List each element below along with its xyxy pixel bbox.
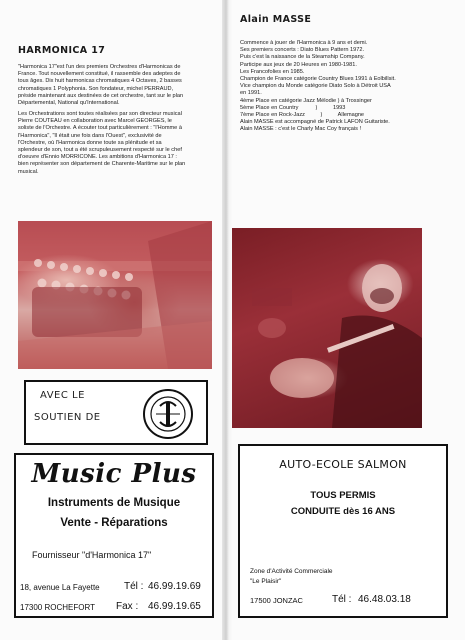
- text-line: splendeur de son, tout a été scrupuleusement respecté sur le chef: [18, 147, 182, 154]
- bio-line: Vice champion du Monde catégorie Diato Solo à Détroit USA: [240, 83, 391, 90]
- text-line: soliste de l'Orchestre. A écouter tout particulièrement : "l'Homme à: [18, 125, 182, 132]
- auto-ecole-zone-name: "Le Plaisir": [250, 578, 282, 585]
- text-line: l'Harmonica", "Il était une fois dans l'Ouest", exclusivité de: [18, 132, 162, 139]
- right-page: [232, 0, 465, 640]
- bio-line: Puis c'est la naissance de la Steamship Company.: [240, 54, 365, 61]
- harmonica-paragraph-2: [18, 111, 212, 176]
- text-line: d'oeuvre d'Ennio MORRICONE. Les ambitions d'Harmonica 17 :: [18, 154, 177, 161]
- bio-line: Participe aux jeux de 20 Heures en 1980-1981.: [240, 61, 357, 68]
- auto-ecole-zone: Zone d'Activité Commerciale: [250, 568, 333, 575]
- music-plus-address-2: 17300 ROCHEFORT: [20, 603, 95, 612]
- bio-line: 7ème Place en Rock-Jazz ) Allemagne: [240, 112, 365, 119]
- guitarist-photo-art: [232, 228, 422, 428]
- support-line-2: SOUTIEN DE: [34, 412, 101, 423]
- music-plus-line-2: Vente - Réparations: [60, 517, 168, 529]
- bio-line: Commence à jouer de l'Harmonica à 9 ans et demi.: [240, 40, 368, 46]
- text-line: chromatiques 1 Polyphonia. Son fondateur, michel PERRAUD,: [18, 85, 174, 92]
- auto-ecole-city: 17500 JONZAC: [250, 596, 303, 605]
- text-line: bien représenter son département de Charente-Maritime sur le plan: [18, 161, 186, 168]
- bio-line: Alain MASSE est accompagné de Patrick LAFON Guitariste.: [240, 119, 390, 126]
- auto-ecole-line-1: TOUS PERMIS: [310, 490, 376, 501]
- auto-ecole-line-2: CONDUITE dès 16 ANS: [290, 506, 396, 517]
- music-plus-fax-label: Fax :: [116, 601, 139, 612]
- orchestra-photo-art: [18, 221, 212, 369]
- bio-line: Champion de France catégorie Country Blues 1991 à Eolbillsit.: [240, 76, 396, 83]
- text-line: l'Orchestre, où l'Harmonica donne toute sa plénitude et sa: [18, 139, 162, 146]
- music-plus-ad: [14, 453, 214, 618]
- auto-ecole-phone: 46.48.03.18: [358, 594, 411, 605]
- music-plus-line-1: Instruments de Musique: [47, 497, 181, 509]
- bio-line: Ses premiers concerts : Diato Blues Pattern 1972.: [240, 47, 365, 54]
- text-line: Les Orchestrations sont toutes réalisées par son directeur musical: [18, 111, 182, 117]
- text-line: "Harmonica 17"est l'un des premiers Orchestres d'Harmonicas de: [18, 64, 181, 70]
- bio-line: 5ème Place en Country ) 1993: [240, 104, 346, 111]
- support-line-1: AVEC LE: [40, 390, 85, 401]
- alain-masse-title: Alain MASSE: [240, 14, 312, 25]
- bio-line: Alain MASSE : c'est le Charly Mac Coy français !: [240, 126, 362, 133]
- text-line: tous âges. Dix huit harmonicas chromatiques 4 Octaves, 2 basses: [18, 78, 182, 85]
- bio-line: 4ème Place en catégorie Jazz Mélodie ) à Trossinger: [240, 97, 372, 104]
- text-line: Pierre COUTEAU en collaboration avec Marcel GEORGES, le: [18, 118, 172, 125]
- auto-ecole-title: AUTO-ECOLE SALMON: [279, 458, 407, 471]
- text-line: préside maintenant aux destinées de cet orchestre, tant sur le plan: [18, 92, 184, 99]
- bio-line: en 1991.: [240, 90, 262, 97]
- music-plus-phone-label: Tél :: [124, 581, 144, 592]
- federation-seal-icon: [142, 388, 194, 440]
- music-plus-phone: 46.99.19.69: [148, 581, 201, 592]
- support-box: [24, 380, 208, 445]
- text-line: France. Tout nouvellement constitué, il rassemble des adeptes de: [18, 71, 181, 78]
- music-plus-address-1: 18, avenue La Fayette: [20, 583, 100, 592]
- alain-masse-bio: [240, 40, 450, 134]
- harmonica-title: HARMONICA 17: [18, 45, 106, 56]
- guitarist-photo: [232, 228, 422, 428]
- left-page: [0, 0, 222, 640]
- text-line: Départemental, National qu'International.: [18, 100, 120, 107]
- harmonica-paragraph-1: [18, 64, 212, 107]
- music-plus-brand: Music Plus: [31, 459, 197, 489]
- auto-ecole-ad: [238, 444, 448, 618]
- music-plus-supplier: Fournisseur "d'Harmonica 17": [32, 550, 152, 560]
- music-plus-fax: 46.99.19.65: [148, 601, 201, 612]
- page-spine: [222, 0, 232, 640]
- text-line: musical.: [18, 168, 39, 175]
- bio-line: Les Francofolies en 1985.: [240, 68, 305, 75]
- orchestra-photo: [18, 221, 212, 369]
- auto-ecole-phone-label: Tél :: [332, 594, 352, 605]
